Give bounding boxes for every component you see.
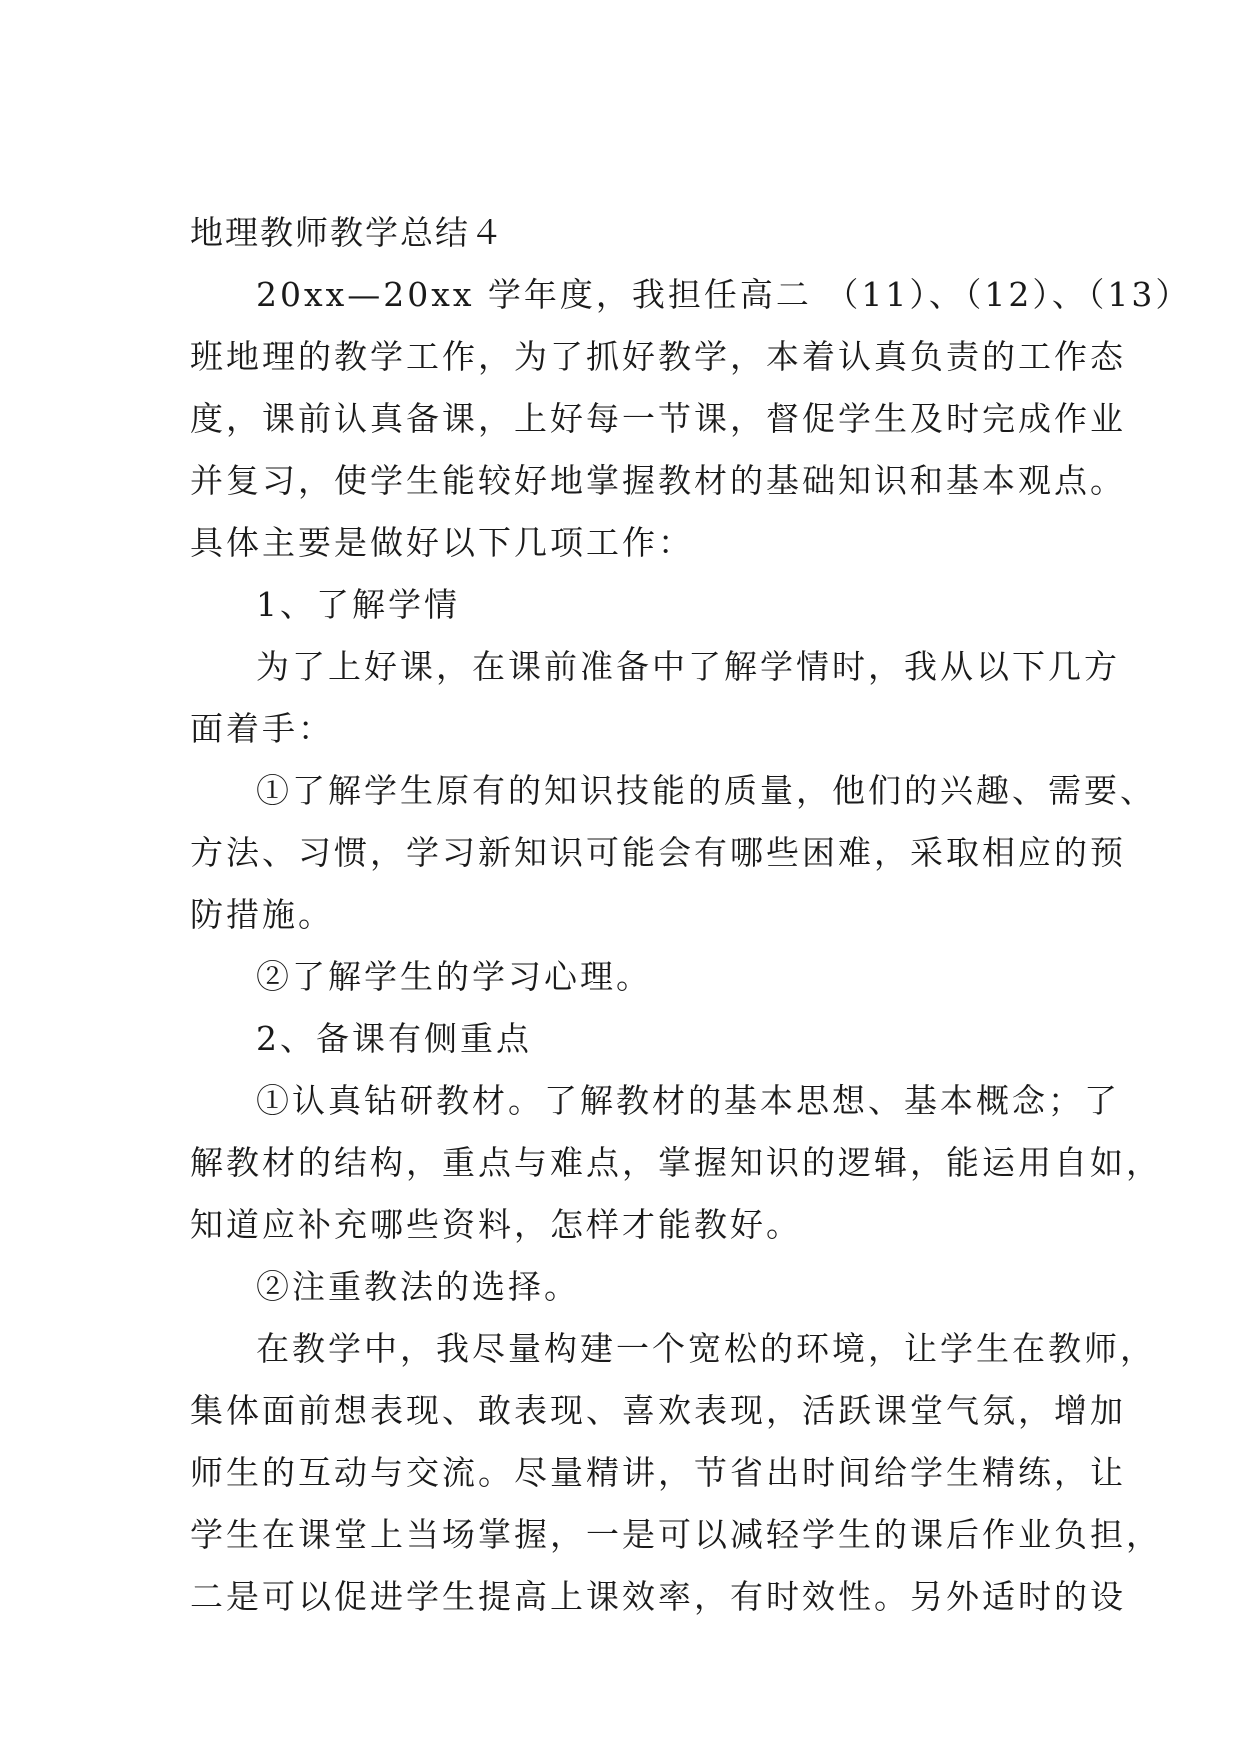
text-line: 度，课前认真备课，上好每一节课，督促学生及时完成作业	[190, 399, 1126, 438]
text-line: 知道应补充哪些资料，怎样才能教好。	[190, 1205, 802, 1244]
text-line: ②注重教法的选择。	[256, 1267, 580, 1306]
text-line: 为了上好课，在课前准备中了解学情时，我从以下几方	[256, 647, 1120, 686]
document-body	[190, 202, 1192, 1628]
text-line: 2、备课有侧重点	[256, 1019, 532, 1058]
text-line: 学生在课堂上当场掌握，一是可以减轻学生的课后作业负担，	[190, 1515, 1162, 1554]
text-line: ①认真钻研教材。了解教材的基本思想、基本概念；了	[256, 1081, 1120, 1120]
text-line: 防措施。	[190, 895, 334, 934]
text-line: 1、了解学情	[256, 585, 460, 624]
text-line: 方法、习惯，学习新知识可能会有哪些困难，采取相应的预	[190, 833, 1126, 872]
paragraph	[190, 636, 1120, 760]
text-line: 并复习，使学生能较好地掌握教材的基础知识和基本观点。	[190, 461, 1126, 500]
text-line: 集体面前想表现、敢表现、喜欢表现，活跃课堂气氛，增加	[190, 1391, 1126, 1430]
paragraph	[190, 946, 1075, 1008]
section-heading-1	[190, 574, 1075, 636]
text-line: 班地理的教学工作，为了抓好教学，本着认真负责的工作态	[190, 337, 1126, 376]
text-line: 师生的互动与交流。尽量精讲，节省出时间给学生精练，让	[190, 1453, 1126, 1492]
text-line: 面着手：	[190, 709, 334, 748]
text-line: 解教材的结构，重点与难点，掌握知识的逻辑，能运用自如，	[190, 1143, 1162, 1182]
document-title: 地理教师教学总结４	[190, 213, 505, 252]
text-line: 在教学中，我尽量构建一个宽松的环境，让学生在教师，	[256, 1329, 1156, 1368]
paragraph	[190, 1070, 1162, 1256]
paragraph-intro	[190, 264, 1192, 574]
text-line: 具体主要是做好以下几项工作：	[190, 523, 694, 562]
text-line: ①了解学生原有的知识技能的质量，他们的兴趣、需要、	[256, 771, 1156, 810]
text-line: 20xx—20xx 学年度，我担任高二 （11）、（12）、（13）	[256, 275, 1192, 314]
text-line: 二是可以促进学生提高上课效率，有时效性。另外适时的设	[190, 1577, 1126, 1616]
paragraph	[190, 760, 1156, 946]
paragraph	[190, 1256, 1075, 1318]
section-heading-2	[190, 1008, 1075, 1070]
text-line: ②了解学生的学习心理。	[256, 957, 652, 996]
paragraph	[190, 1318, 1162, 1628]
